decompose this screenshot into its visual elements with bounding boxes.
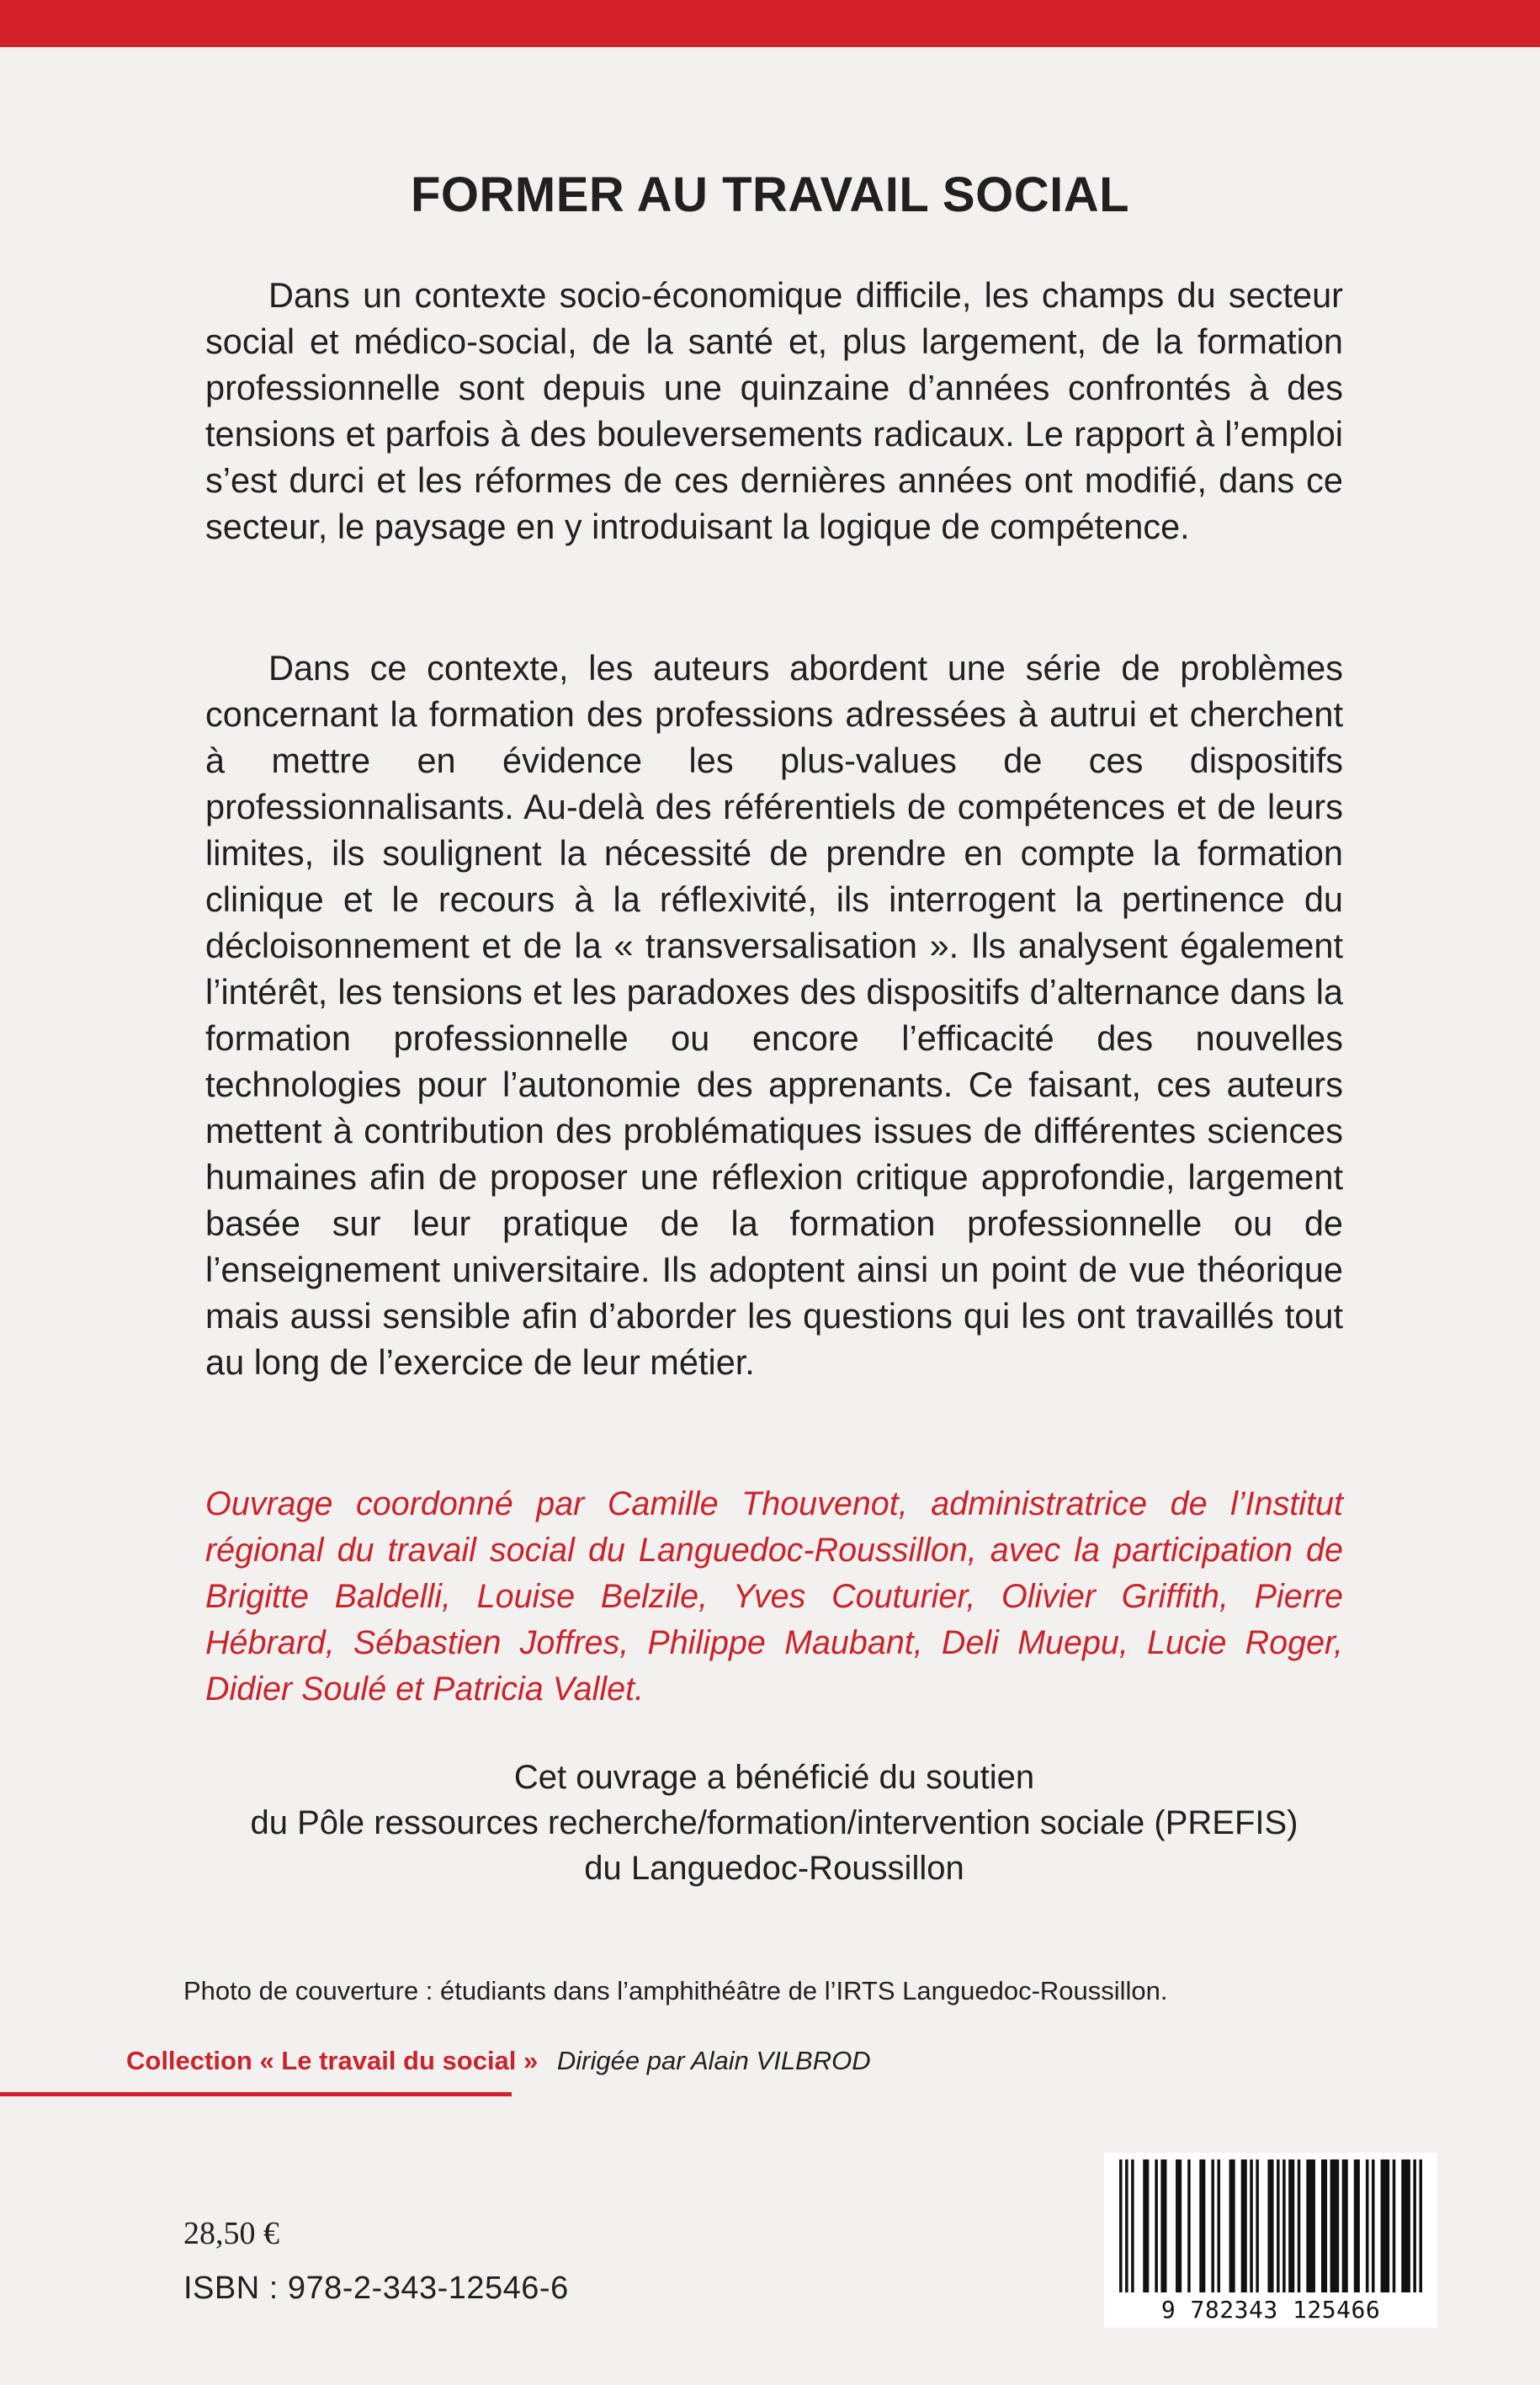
barcode-bar	[1306, 2159, 1315, 2292]
barcode-bar	[1176, 2159, 1182, 2292]
barcode-bar	[1381, 2159, 1390, 2292]
collection-name: Collection « Le travail du social »	[126, 2046, 539, 2075]
summary-paragraph-2: Dans ce contexte, les auteurs abordent une série de problèmes concernant la formation des professions adressées à autrui et cherchent à mettre en évidence les plus-values de ces dispositifs professionnalisants. Au-delà des référentiels de compétences et de leurs limites, ils soulignent la nécessité de prendre en compte la formation clinique et le recours à la réflexivité, ils interrogent la pertinence du décloisonnement et de la « transversalisation ». Ils analysent également l’intérêt, les tensions et les paradoxes des dispositifs d’alternance dans la formation professionnelle ou encore l’efficacité des nouvelles technologies pour l’autonomie des apprenants. Ce faisant, ces auteurs mettent à contribution des problématiques issues de différentes sciences humaines afin de proposer une réflexion critique approfondie, largement basée sur leur pratique de la formation professionnelle ou de l’enseignement universitaire. Ils adoptent ainsi un point de vue théorique mais aussi sensible afin d’aborder les questions qui les ont travaillés tout au long de l’exercice de leur métier.	[205, 648, 1343, 1382]
top-color-band	[0, 0, 1540, 47]
collection-underline	[0, 2092, 512, 2096]
barcode-bar	[1298, 2159, 1301, 2292]
barcode-bar	[1393, 2159, 1396, 2292]
barcode-bar	[1211, 2159, 1214, 2292]
barcode-bar	[1321, 2159, 1327, 2292]
barcode	[1104, 2153, 1437, 2328]
collection-director: Dirigée par Alain VILBROD	[556, 2046, 871, 2075]
barcode-bar	[1282, 2159, 1286, 2292]
barcode-bar	[1288, 2159, 1294, 2292]
barcode-bar	[1199, 2159, 1205, 2292]
barcode-bar	[1187, 2159, 1191, 2292]
collection-line	[126, 2046, 871, 2076]
barcode-bar	[1401, 2159, 1410, 2292]
price: 28,50 €	[183, 2216, 279, 2251]
barcode-bar	[1267, 2159, 1273, 2292]
support-line-1: Cet ouvrage a bénéficié du soutien	[513, 1759, 1035, 1796]
barcode-bar	[1229, 2159, 1235, 2292]
barcode-bar	[1354, 2159, 1360, 2292]
barcode-bar	[1342, 2159, 1348, 2292]
contributors-note: Ouvrage coordonné par Camille Thouvenot, administratrice de l’Institut régional du travail social du Languedoc-Roussillon, avec la participation de Brigitte Baldelli, Louise Belzile, Yves Couturier, Olivier Griffith, Pierre Hébrard, Sébastien Joffres, Philippe Maubant, Deli Muepu, Lucie Roger, Didier Soulé et Patricia Vallet.	[205, 1485, 1343, 1708]
support-notice	[205, 1755, 1343, 1891]
photo-credit: Photo de couverture : étudiants dans l’amphithéâtre de l’IRTS Languedoc-Roussillon.	[183, 1976, 1168, 2005]
barcode-bar	[1241, 2159, 1247, 2292]
barcode-bar	[1131, 2159, 1134, 2292]
barcode-bars	[1104, 2153, 1437, 2296]
barcode-digits: 9 782343 125466	[1160, 2296, 1381, 2324]
support-line-2: du Pôle ressources recherche/formation/intervention sociale (PREFIS)	[250, 1804, 1298, 1841]
book-title: FORMER AU TRAVAIL SOCIAL	[410, 167, 1130, 222]
barcode-bar	[1330, 2159, 1340, 2292]
barcode-bar	[1125, 2159, 1128, 2292]
barcode-bar	[1250, 2159, 1253, 2292]
barcode-bar	[1277, 2159, 1280, 2292]
barcode-bar	[1119, 2159, 1123, 2292]
barcode-bar	[1217, 2159, 1220, 2292]
barcode-bar	[1256, 2159, 1259, 2292]
barcode-bar	[1155, 2159, 1158, 2292]
barcode-bar	[1143, 2159, 1149, 2292]
support-line-3: du Languedoc-Roussillon	[584, 1850, 964, 1887]
isbn: ISBN : 978-2-343-12546-6	[183, 2271, 569, 2306]
barcode-bar	[1366, 2159, 1369, 2292]
summary-paragraph-1: Dans un contexte socio-économique difficile, les champs du secteur social et médico-social, de la santé et, plus largement, de la formation professionnelle sont depuis une quinzaine d’années confrontés à des tensions et parfois à des bouleversements radicaux. Le rapport à l’emploi s’est durci et les réformes de ces dernières années ont modifié, dans ce secteur, le paysage en y introduisant la logique de compétence.	[205, 275, 1343, 546]
barcode-bar	[1419, 2159, 1422, 2292]
barcode-bar	[1372, 2159, 1375, 2292]
barcode-bar	[1160, 2159, 1166, 2292]
barcode-bar	[1413, 2159, 1416, 2292]
